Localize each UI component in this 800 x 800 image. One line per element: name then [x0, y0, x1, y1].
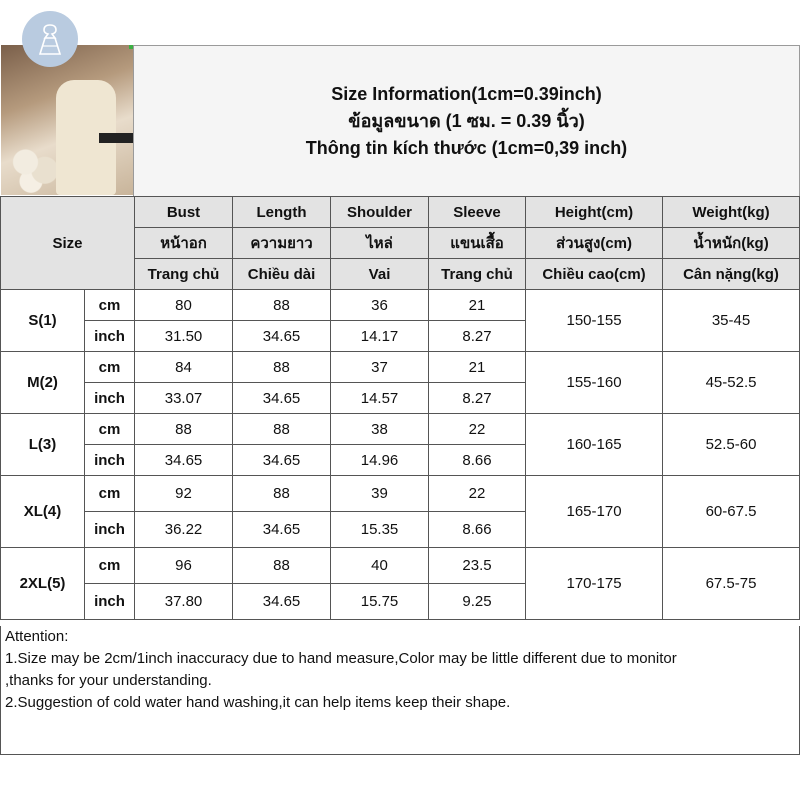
- length-cm: 88: [233, 352, 331, 383]
- table-row: [1, 414, 800, 445]
- col-header-height-vi: Chiều cao(cm): [526, 259, 663, 290]
- sleeve-trim: [99, 133, 133, 143]
- shoulder-inch: 14.96: [331, 445, 429, 476]
- col-header-shoulder-vi: Vai: [331, 259, 429, 290]
- col-header-sleeve-vi: Trang chủ: [429, 259, 526, 290]
- size-name: 2XL(5): [1, 548, 85, 620]
- unit-inch: inch: [85, 383, 135, 414]
- height-range: 160-165: [526, 414, 663, 476]
- bust-inch: 31.50: [135, 321, 233, 352]
- shoulder-inch: 14.17: [331, 321, 429, 352]
- size-column-header: Size: [1, 197, 135, 290]
- col-header-height-th: ส่วนสูง(cm): [526, 228, 663, 259]
- table-row: [1, 548, 800, 584]
- sleeve-inch: 8.66: [429, 512, 526, 548]
- unit-cm: cm: [85, 548, 135, 584]
- col-header-shoulder-en: Shoulder: [331, 197, 429, 228]
- col-header-shoulder-th: ไหล่: [331, 228, 429, 259]
- height-range: 165-170: [526, 476, 663, 548]
- sleeve-inch: 8.66: [429, 445, 526, 476]
- col-header-length-vi: Chiều dài: [233, 259, 331, 290]
- length-inch: 34.65: [233, 383, 331, 414]
- unit-cm: cm: [85, 290, 135, 321]
- col-header-length-th: ความยาว: [233, 228, 331, 259]
- header-line-vi: Thông tin kích thước (1cm=0,39 inch): [305, 138, 628, 158]
- header-line-th: ข้อมูลขนาด (1 ซม. = 0.39 นิ้ว): [348, 111, 585, 131]
- size-info-header: [133, 45, 800, 197]
- bust-inch: 36.22: [135, 512, 233, 548]
- height-range: 150-155: [526, 290, 663, 352]
- header-line-en: Size Information(1cm=0.39inch): [331, 84, 602, 104]
- col-header-bust-en: Bust: [135, 197, 233, 228]
- bust-inch: 33.07: [135, 383, 233, 414]
- unit-cm: cm: [85, 476, 135, 512]
- col-header-bust-th: หน้าอก: [135, 228, 233, 259]
- col-header-height-en: Height(cm): [526, 197, 663, 228]
- shoulder-cm: 37: [331, 352, 429, 383]
- sleeve-inch: 9.25: [429, 584, 526, 620]
- unit-cm: cm: [85, 414, 135, 445]
- unit-inch: inch: [85, 445, 135, 476]
- weight-range: 45-52.5: [663, 352, 800, 414]
- shoulder-inch: 15.75: [331, 584, 429, 620]
- length-cm: 88: [233, 476, 331, 512]
- attention-title: Attention:: [5, 628, 69, 645]
- col-header-bust-vi: Trang chủ: [135, 259, 233, 290]
- size-name: XL(4): [1, 476, 85, 548]
- sleeve-cm: 21: [429, 352, 526, 383]
- shoulder-cm: 40: [331, 548, 429, 584]
- attention-line-1: 1.Size may be 2cm/1inch inaccuracy due to hand measure,Color may be little different due to monitor: [5, 650, 677, 667]
- attention-line-3: 2.Suggestion of cold water hand washing,it can help items keep their shape.: [5, 694, 511, 711]
- length-cm: 88: [233, 290, 331, 321]
- weight-range: 60-67.5: [663, 476, 800, 548]
- header-row-en: [1, 197, 800, 228]
- length-inch: 34.65: [233, 512, 331, 548]
- sleeve-cm: 22: [429, 414, 526, 445]
- length-cm: 88: [233, 414, 331, 445]
- size-name: L(3): [1, 414, 85, 476]
- col-header-weight-vi: Cân nặng(kg): [663, 259, 800, 290]
- col-header-weight-th: น้ำหนัก(kg): [663, 228, 800, 259]
- bust-inch: 34.65: [135, 445, 233, 476]
- bust-cm: 84: [135, 352, 233, 383]
- sleeve-cm: 21: [429, 290, 526, 321]
- length-inch: 34.65: [233, 445, 331, 476]
- table-row: [1, 290, 800, 321]
- size-table: [0, 196, 800, 620]
- sleeve-cm: 23.5: [429, 548, 526, 584]
- weight-range: 67.5-75: [663, 548, 800, 620]
- col-header-length-en: Length: [233, 197, 331, 228]
- length-cm: 88: [233, 548, 331, 584]
- col-header-weight-en: Weight(kg): [663, 197, 800, 228]
- length-inch: 34.65: [233, 584, 331, 620]
- col-header-sleeve-en: Sleeve: [429, 197, 526, 228]
- unit-inch: inch: [85, 321, 135, 352]
- shoulder-inch: 14.57: [331, 383, 429, 414]
- length-inch: 34.65: [233, 321, 331, 352]
- attention-notes: [0, 626, 800, 755]
- shoulder-cm: 39: [331, 476, 429, 512]
- unit-cm: cm: [85, 352, 135, 383]
- shoulder-cm: 38: [331, 414, 429, 445]
- attention-line-2: ,thanks for your understanding.: [5, 672, 212, 689]
- product-photo: [1, 45, 133, 195]
- sleeve-cm: 22: [429, 476, 526, 512]
- size-name: M(2): [1, 352, 85, 414]
- height-range: 170-175: [526, 548, 663, 620]
- sleeve-inch: 8.27: [429, 383, 526, 414]
- sleeve-inch: 8.27: [429, 321, 526, 352]
- bust-cm: 92: [135, 476, 233, 512]
- unit-inch: inch: [85, 512, 135, 548]
- shoulder-cm: 36: [331, 290, 429, 321]
- weight-range: 35-45: [663, 290, 800, 352]
- table-row: [1, 352, 800, 383]
- brand-logo-icon: [22, 11, 78, 67]
- bust-cm: 80: [135, 290, 233, 321]
- unit-inch: inch: [85, 584, 135, 620]
- col-header-sleeve-th: แขนเสื้อ: [429, 228, 526, 259]
- bust-inch: 37.80: [135, 584, 233, 620]
- shoulder-inch: 15.35: [331, 512, 429, 548]
- bust-cm: 96: [135, 548, 233, 584]
- height-range: 155-160: [526, 352, 663, 414]
- size-name: S(1): [1, 290, 85, 352]
- table-row: [1, 476, 800, 512]
- weight-range: 52.5-60: [663, 414, 800, 476]
- bust-cm: 88: [135, 414, 233, 445]
